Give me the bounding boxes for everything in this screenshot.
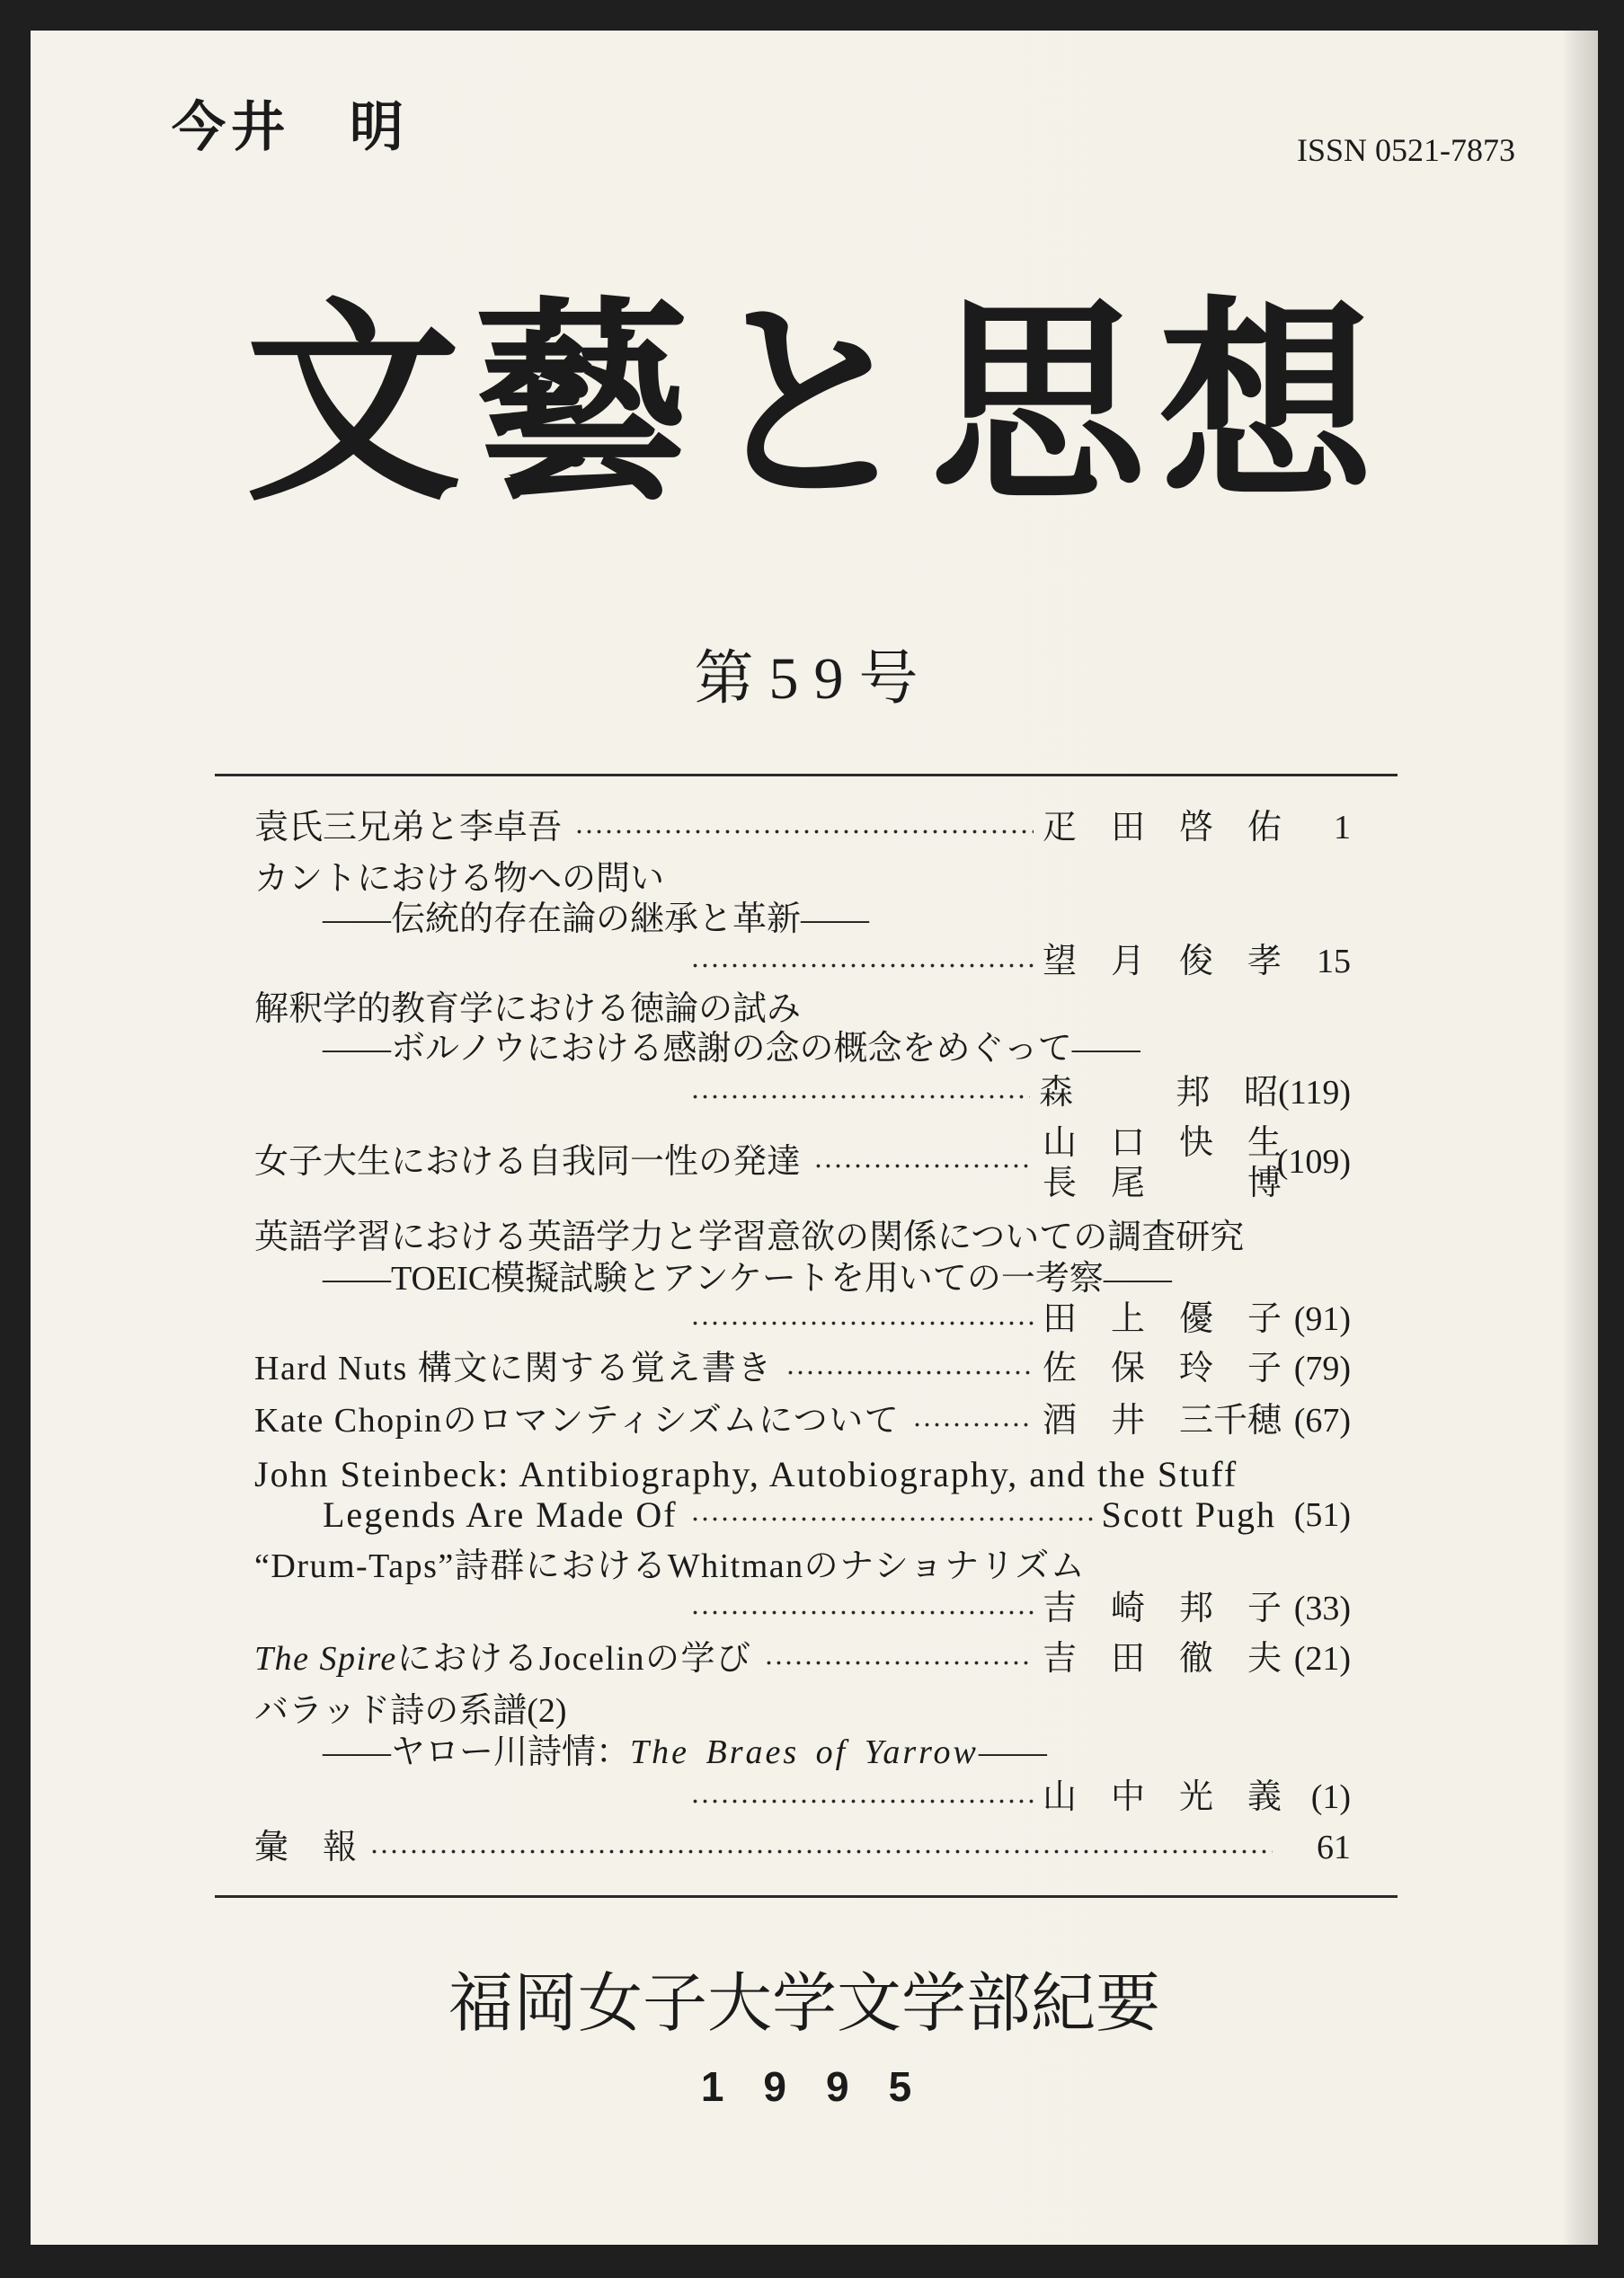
entry-author: 望 月 俊 孝 <box>1042 943 1282 980</box>
entry-title: 解釈学的教育学における徳論の試み <box>254 990 802 1028</box>
entry-page: (51) <box>1293 1496 1351 1534</box>
dot-leader <box>369 1827 1273 1868</box>
toc-entry <box>254 1454 1351 1495</box>
toc-entry-subtitle-line <box>323 899 869 940</box>
toc-entry-subtitle-line <box>323 1732 1047 1773</box>
entry-title: Kate Chopinのロマンティシズムについて <box>254 1402 901 1440</box>
publisher-name: 福岡女子大学文学部紀要 <box>448 1968 1161 2040</box>
entry-subtitle-pre: ――ヤロー川詩情： <box>323 1733 631 1771</box>
entry-author: 吉 田 徹 夫 <box>1042 1640 1282 1678</box>
entry-page: (79) <box>1293 1350 1351 1387</box>
toc-entry <box>254 807 1351 848</box>
entry-subtitle-post: ―― <box>978 1733 1047 1771</box>
entry-author: 山 口 快 生 <box>1043 1124 1282 1162</box>
entry-author: 吉 崎 邦 子 <box>1042 1590 1282 1627</box>
entry-author: 山 中 光 義 <box>1042 1778 1282 1816</box>
entry-title: John Steinbeck: Antibiography, Autobiography, and the Stuff <box>254 1454 1238 1494</box>
entry-title-continued: Legends Are Made Of <box>323 1494 678 1535</box>
toc-entry-subtitle-line <box>323 1258 1172 1299</box>
toc-entry-author-line <box>323 1494 1351 1536</box>
entry-author: 酒 井 三千穂 <box>1042 1402 1282 1440</box>
entry-page: 61 <box>1317 1829 1351 1866</box>
entry-subtitle: ――伝統的存在論の継承と革新―― <box>323 900 870 938</box>
toc-entry <box>254 1217 1351 1258</box>
toc-entry-author-line <box>678 1777 1351 1818</box>
dot-leader <box>574 807 1034 848</box>
entry-page: (67) <box>1293 1402 1351 1440</box>
toc-entry <box>254 1827 1351 1868</box>
dot-leader <box>764 1638 1034 1680</box>
entry-title <box>254 1638 751 1680</box>
entry-title-rest: におけるJocelinの学び <box>396 1640 752 1678</box>
toc-entry-subtitle-line <box>323 1028 1140 1069</box>
dot-leader <box>690 941 1034 982</box>
entry-page: 15 <box>1317 943 1351 980</box>
toc-entry <box>254 1546 1351 1587</box>
entry-page: (91) <box>1293 1300 1351 1338</box>
dot-leader <box>690 1588 1034 1629</box>
dot-leader <box>690 1072 1030 1113</box>
entry-page: 1 <box>1334 809 1351 846</box>
issue-number: 第59号 <box>694 646 934 712</box>
entry-subtitle-italic: The Braes of Yarrow <box>630 1733 979 1771</box>
entry-subtitle: ――ボルノウにおける感謝の念の概念をめぐって―― <box>323 1030 1140 1068</box>
entry-title: バラッド詩の系譜(2) <box>254 1692 567 1730</box>
toc-entry <box>254 1400 1351 1441</box>
entry-page: (33) <box>1293 1590 1351 1627</box>
issn-number: ISSN 0521-7873 <box>1297 132 1516 168</box>
entry-title: 袁氏三兄弟と李卓吾 <box>254 809 563 846</box>
toc-entry <box>254 1638 1351 1680</box>
bottom-rule <box>215 1895 1398 1898</box>
entry-page: (119) <box>1278 1074 1351 1112</box>
entry-author: 佐 保 玲 子 <box>1042 1350 1282 1387</box>
toc-entry <box>254 1348 1351 1389</box>
toc-entry-author-line <box>678 941 1351 982</box>
dot-leader <box>785 1348 1034 1389</box>
publication-year: 1995 <box>700 2063 952 2110</box>
toc-entry <box>254 858 1351 900</box>
entry-page: (21) <box>1293 1640 1351 1678</box>
entry-page: (1) <box>1310 1778 1351 1816</box>
dot-leader <box>690 1494 1093 1536</box>
entry-page: (109) <box>1276 1143 1351 1181</box>
dot-leader <box>690 1299 1034 1340</box>
entry-title: 女子大生における自我同一性の発達 <box>254 1143 802 1181</box>
toc-entry <box>254 1690 1351 1732</box>
entry-subtitle <box>323 1732 1047 1773</box>
dot-leader <box>690 1777 1034 1818</box>
entry-title: “Drum-Taps”詩群におけるWhitmanのナショナリズム <box>254 1547 1087 1585</box>
entry-title: 英語学習における英語学力と学習意欲の関係についての調査研究 <box>254 1219 1245 1256</box>
toc-entry <box>254 988 1351 1030</box>
entry-author: 疋 田 啓 佑 <box>1042 809 1282 846</box>
toc-entry-author-line <box>678 1588 1351 1629</box>
entry-title: Hard Nuts 構文に関する覚え書き <box>254 1350 773 1387</box>
entry-title: カントにおける物への問い <box>254 860 665 898</box>
journal-title: 文藝と思想 <box>244 287 1388 526</box>
top-rule <box>215 774 1398 776</box>
entry-title: 彙 報 <box>254 1829 358 1866</box>
toc-entry-author-line <box>678 1299 1351 1340</box>
entry-title-italic: The Spire <box>254 1640 397 1678</box>
entry-author: 森 邦 昭 <box>1039 1074 1279 1112</box>
entry-author: 田 上 優 子 <box>1042 1300 1282 1338</box>
dot-leader <box>813 1141 1029 1183</box>
toc-entry-author-line <box>678 1072 1351 1113</box>
owner-name: 今井 明 <box>172 98 409 157</box>
entry-author: 長 尾 博 <box>1043 1165 1282 1202</box>
entry-subtitle: ――TOEIC模擬試験とアンケートを用いての一考察―― <box>323 1260 1172 1298</box>
dot-leader <box>912 1400 1034 1441</box>
entry-author: Scott Pugh <box>1101 1494 1276 1535</box>
